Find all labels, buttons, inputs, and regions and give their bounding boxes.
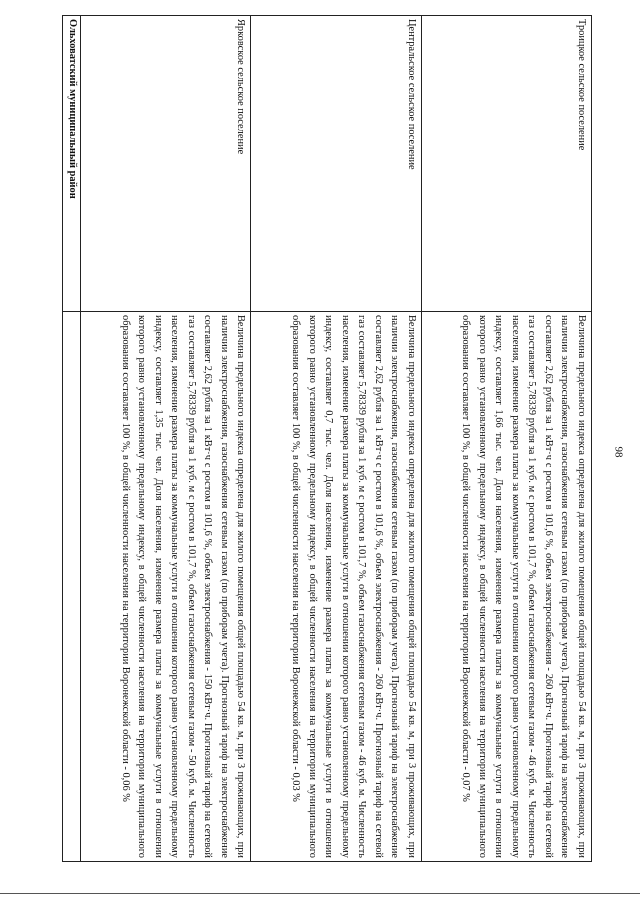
district-description-empty bbox=[63, 312, 81, 862]
settlement-description: Величина предельного индекса определена для жилого помещения общей площадью 54 кв. м, при 3 проживающих, при наличии электроснабжения, газоснабжения сетевым газом (по приборам учета). Прогнозный тариф на электроснабжение составляет 2,62 рубля за 1 кВт·ч с ростом в 101,6 %, объем электроснабжения - 260 кВт·ч. Прогнозный тариф на сетевой газ составляет 5,78339 рубля за 1 куб. м с ростом в 101,7 %, объем газоснабжения сетевым газом - 46 куб. м. Численность населения, изменение размера платы за коммунальные услуги в отношении которого равно установленному предельному индексу, составляет 1,66 тыс. чел. Доля населения, изменение размера платы за коммунальные услуги в отношении которого равно установленному предельному индексу, в общей численности населения на территории муниципального образования составляет 100 %, в общей численности населения на территории Воронежской области - 0,07 % bbox=[421, 312, 591, 862]
settlement-description: Величина предельного индекса определена для жилого помещения общей площадью 54 кв. м, при 3 проживающих, при наличии электроснабжения, газоснабжения сетевым газом (по приборам учета). Прогнозный тариф на электроснабжение составляет 2,62 рубля за 1 кВт·ч с ростом в 101,6 %, объем электроснабжения - 150 кВт·ч. Прогнозный тариф на сетевой газ составляет 5,78339 рубля за 1 куб. м с ростом в 101,7 %, объем газоснабжения сетевым газом - 50 куб. м. Численность населения, изменение размера платы за коммунальные услуги в отношении которого равно установленному предельному индексу, составляет 1,35 тыс. чел. Доля населения, изменение размера платы за коммунальные услуги в отношении которого равно установленному предельному индексу, в общей численности населения на территории муниципального образования составляет 100 %, в общей численности населения на территории Воронежской области - 0,06 % bbox=[81, 312, 251, 862]
settlement-name: Троицкое сельское поселение bbox=[421, 16, 591, 312]
rotated-document-page bbox=[62, 15, 592, 858]
table-row bbox=[81, 16, 251, 862]
settlement-name: Центральское сельское поселение bbox=[251, 16, 421, 312]
table-row bbox=[251, 16, 421, 862]
district-title: Ольховатский муниципальный район bbox=[63, 16, 81, 312]
table-row bbox=[421, 16, 591, 862]
settlements-table bbox=[62, 15, 592, 862]
page-bottom-rule bbox=[0, 893, 640, 894]
district-header-row bbox=[63, 16, 81, 862]
settlement-description: Величина предельного индекса определена для жилого помещения общей площадью 54 кв. м, при 3 проживающих, при наличии электроснабжения, газоснабжения сетевым газом (по приборам учета). Прогнозный тариф на электроснабжение составляет 2,62 рубля за 1 кВт·ч с ростом в 101,6 %, объем электроснабжения - 260 кВт·ч. Прогнозный тариф на сетевой газ составляет 5,78339 рубля за 1 куб. м с ростом в 101,7 %, объем газоснабжения сетевым газом - 46 куб. м. Численность населения, изменение размера платы за коммунальные услуги в отношении которого равно установленному предельному индексу, составляет 0,7 тыс. чел. Доля населения, изменение размера платы за коммунальные услуги в отношении которого равно установленному предельному индексу, в общей численности населения на территории муниципального образования составляет 100 %, в общей численности населения на территории Воронежской области - 0,03 % bbox=[251, 312, 421, 862]
page-number: 98 bbox=[612, 446, 624, 458]
settlement-name: Ярковское сельское поселение bbox=[81, 16, 251, 312]
